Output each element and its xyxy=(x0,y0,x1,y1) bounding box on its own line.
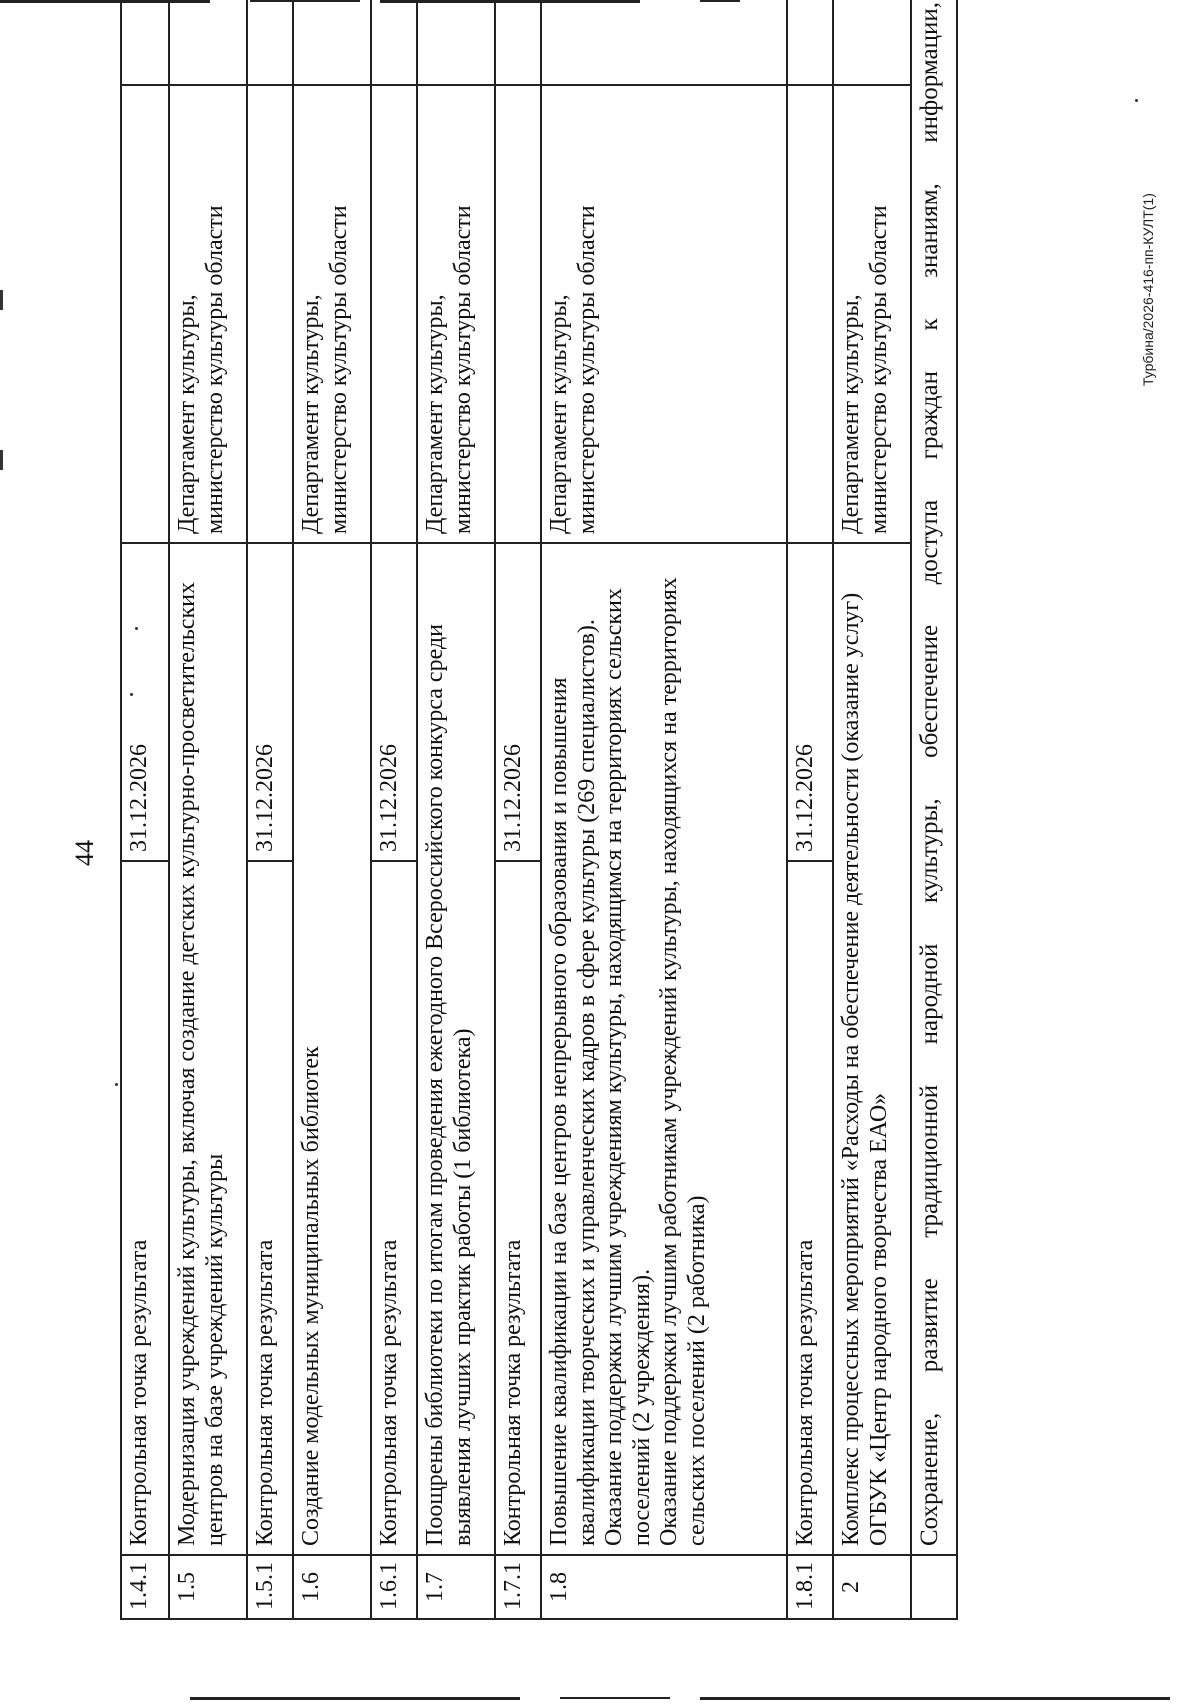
scan-dot xyxy=(115,1083,118,1086)
row-responsible xyxy=(495,85,541,543)
row-name: Контрольная точка результата xyxy=(495,861,541,1555)
row-name: Контрольная точка результата xyxy=(787,861,833,1555)
row-number: 2 xyxy=(833,1555,911,1619)
row-responsible xyxy=(247,85,293,543)
row-number: 1.5 xyxy=(169,1555,247,1619)
row-extra xyxy=(495,0,541,85)
section-heading: Сохранение, развитие традиционной народной культуры, обеспечение доступа граждан к знаниям, информации, xyxy=(911,0,957,1555)
row-responsible xyxy=(787,85,833,543)
scan-dot xyxy=(1135,99,1138,102)
row-number: 1.6.1 xyxy=(371,1555,417,1619)
row-name: Создание модельных муниципальных библиотек xyxy=(293,543,371,1555)
row-responsible: Департамент культуры, министерство культуры области xyxy=(169,85,247,543)
row-number: 1.5.1 xyxy=(247,1555,293,1619)
row-name: Контрольная точка результата xyxy=(247,861,293,1555)
row-extra xyxy=(293,0,371,85)
row-number: 1.7.1 xyxy=(495,1555,541,1619)
footer-document-code: Турбина/2026-416-пп-КУЛТ(1) xyxy=(1140,193,1156,386)
table-row xyxy=(833,0,911,1619)
row-responsible: Департамент культуры, министерство культуры области xyxy=(541,85,787,543)
row-responsible: Департамент культуры, министерство культуры области xyxy=(833,85,911,543)
row-date: 31.12.2026 xyxy=(495,543,541,861)
row-date: 31.12.2026 xyxy=(247,543,293,861)
row-responsible: Департамент культуры, министерство культуры области xyxy=(293,85,371,543)
row-date: 31.12.2026 xyxy=(371,543,417,861)
table-row xyxy=(911,0,957,1619)
row-extra xyxy=(417,0,495,85)
row-responsible: Департамент культуры, министерство культуры области xyxy=(417,85,495,543)
row-extra xyxy=(787,0,833,85)
row-extra xyxy=(541,0,787,85)
row-name: Модернизация учреждений культуры, включая создание детских культурно-просветительских центров на базе учреждений культуры xyxy=(169,543,247,1555)
row-date: 31.12.2026 xyxy=(121,543,169,861)
row-name: Контрольная точка результата xyxy=(121,861,169,1555)
row-number: 1.8 xyxy=(541,1555,787,1619)
row-extra xyxy=(371,0,417,85)
row-name: Комплекс процессных мероприятий «Расходы на обеспечение деятельности (оказание услуг) ОГБУК «Центр народного творчества ЕАО» xyxy=(833,543,911,1555)
row-date: 31.12.2026 xyxy=(787,543,833,861)
row-name: Контрольная точка результата xyxy=(371,861,417,1555)
row-name: Повышение квалификации на базе центров непрерывного образования и повышения квалификации творческих и управленческих кадров в сфере культуры (269 специалистов). Оказание поддержки лучшим учреждениям культуры, находящимся на территориях сельских поселений (2 учреждения). Оказание поддержки лучшим работникам учреждений культуры, находящихся на территориях сельских поселений (2 работника) xyxy=(541,543,787,1555)
table-row xyxy=(371,0,417,1619)
row-extra xyxy=(121,0,169,85)
table-row xyxy=(169,0,247,1619)
table-row xyxy=(495,0,541,1619)
row-name: Поощрены библиотеки по итогам проведения ежегодного Всероссийского конкурса среди выявления лучших практик работы (1 библиотека) xyxy=(417,543,495,1555)
row-number: 1.7 xyxy=(417,1555,495,1619)
row-extra xyxy=(833,0,911,85)
row-extra xyxy=(169,0,247,85)
table-row xyxy=(417,0,495,1619)
table-row xyxy=(787,0,833,1619)
row-number: 1.6 xyxy=(293,1555,371,1619)
row-responsible xyxy=(121,85,169,543)
plan-table xyxy=(120,0,958,1620)
table-row xyxy=(293,0,371,1619)
row-responsible xyxy=(371,85,417,543)
row-number xyxy=(911,1555,957,1619)
table-row xyxy=(121,0,169,1619)
page-number: 44 xyxy=(70,840,99,866)
row-number: 1.4.1 xyxy=(121,1555,169,1619)
table-row xyxy=(247,0,293,1619)
row-extra xyxy=(247,0,293,85)
table-row xyxy=(541,0,787,1619)
row-number: 1.8.1 xyxy=(787,1555,833,1619)
